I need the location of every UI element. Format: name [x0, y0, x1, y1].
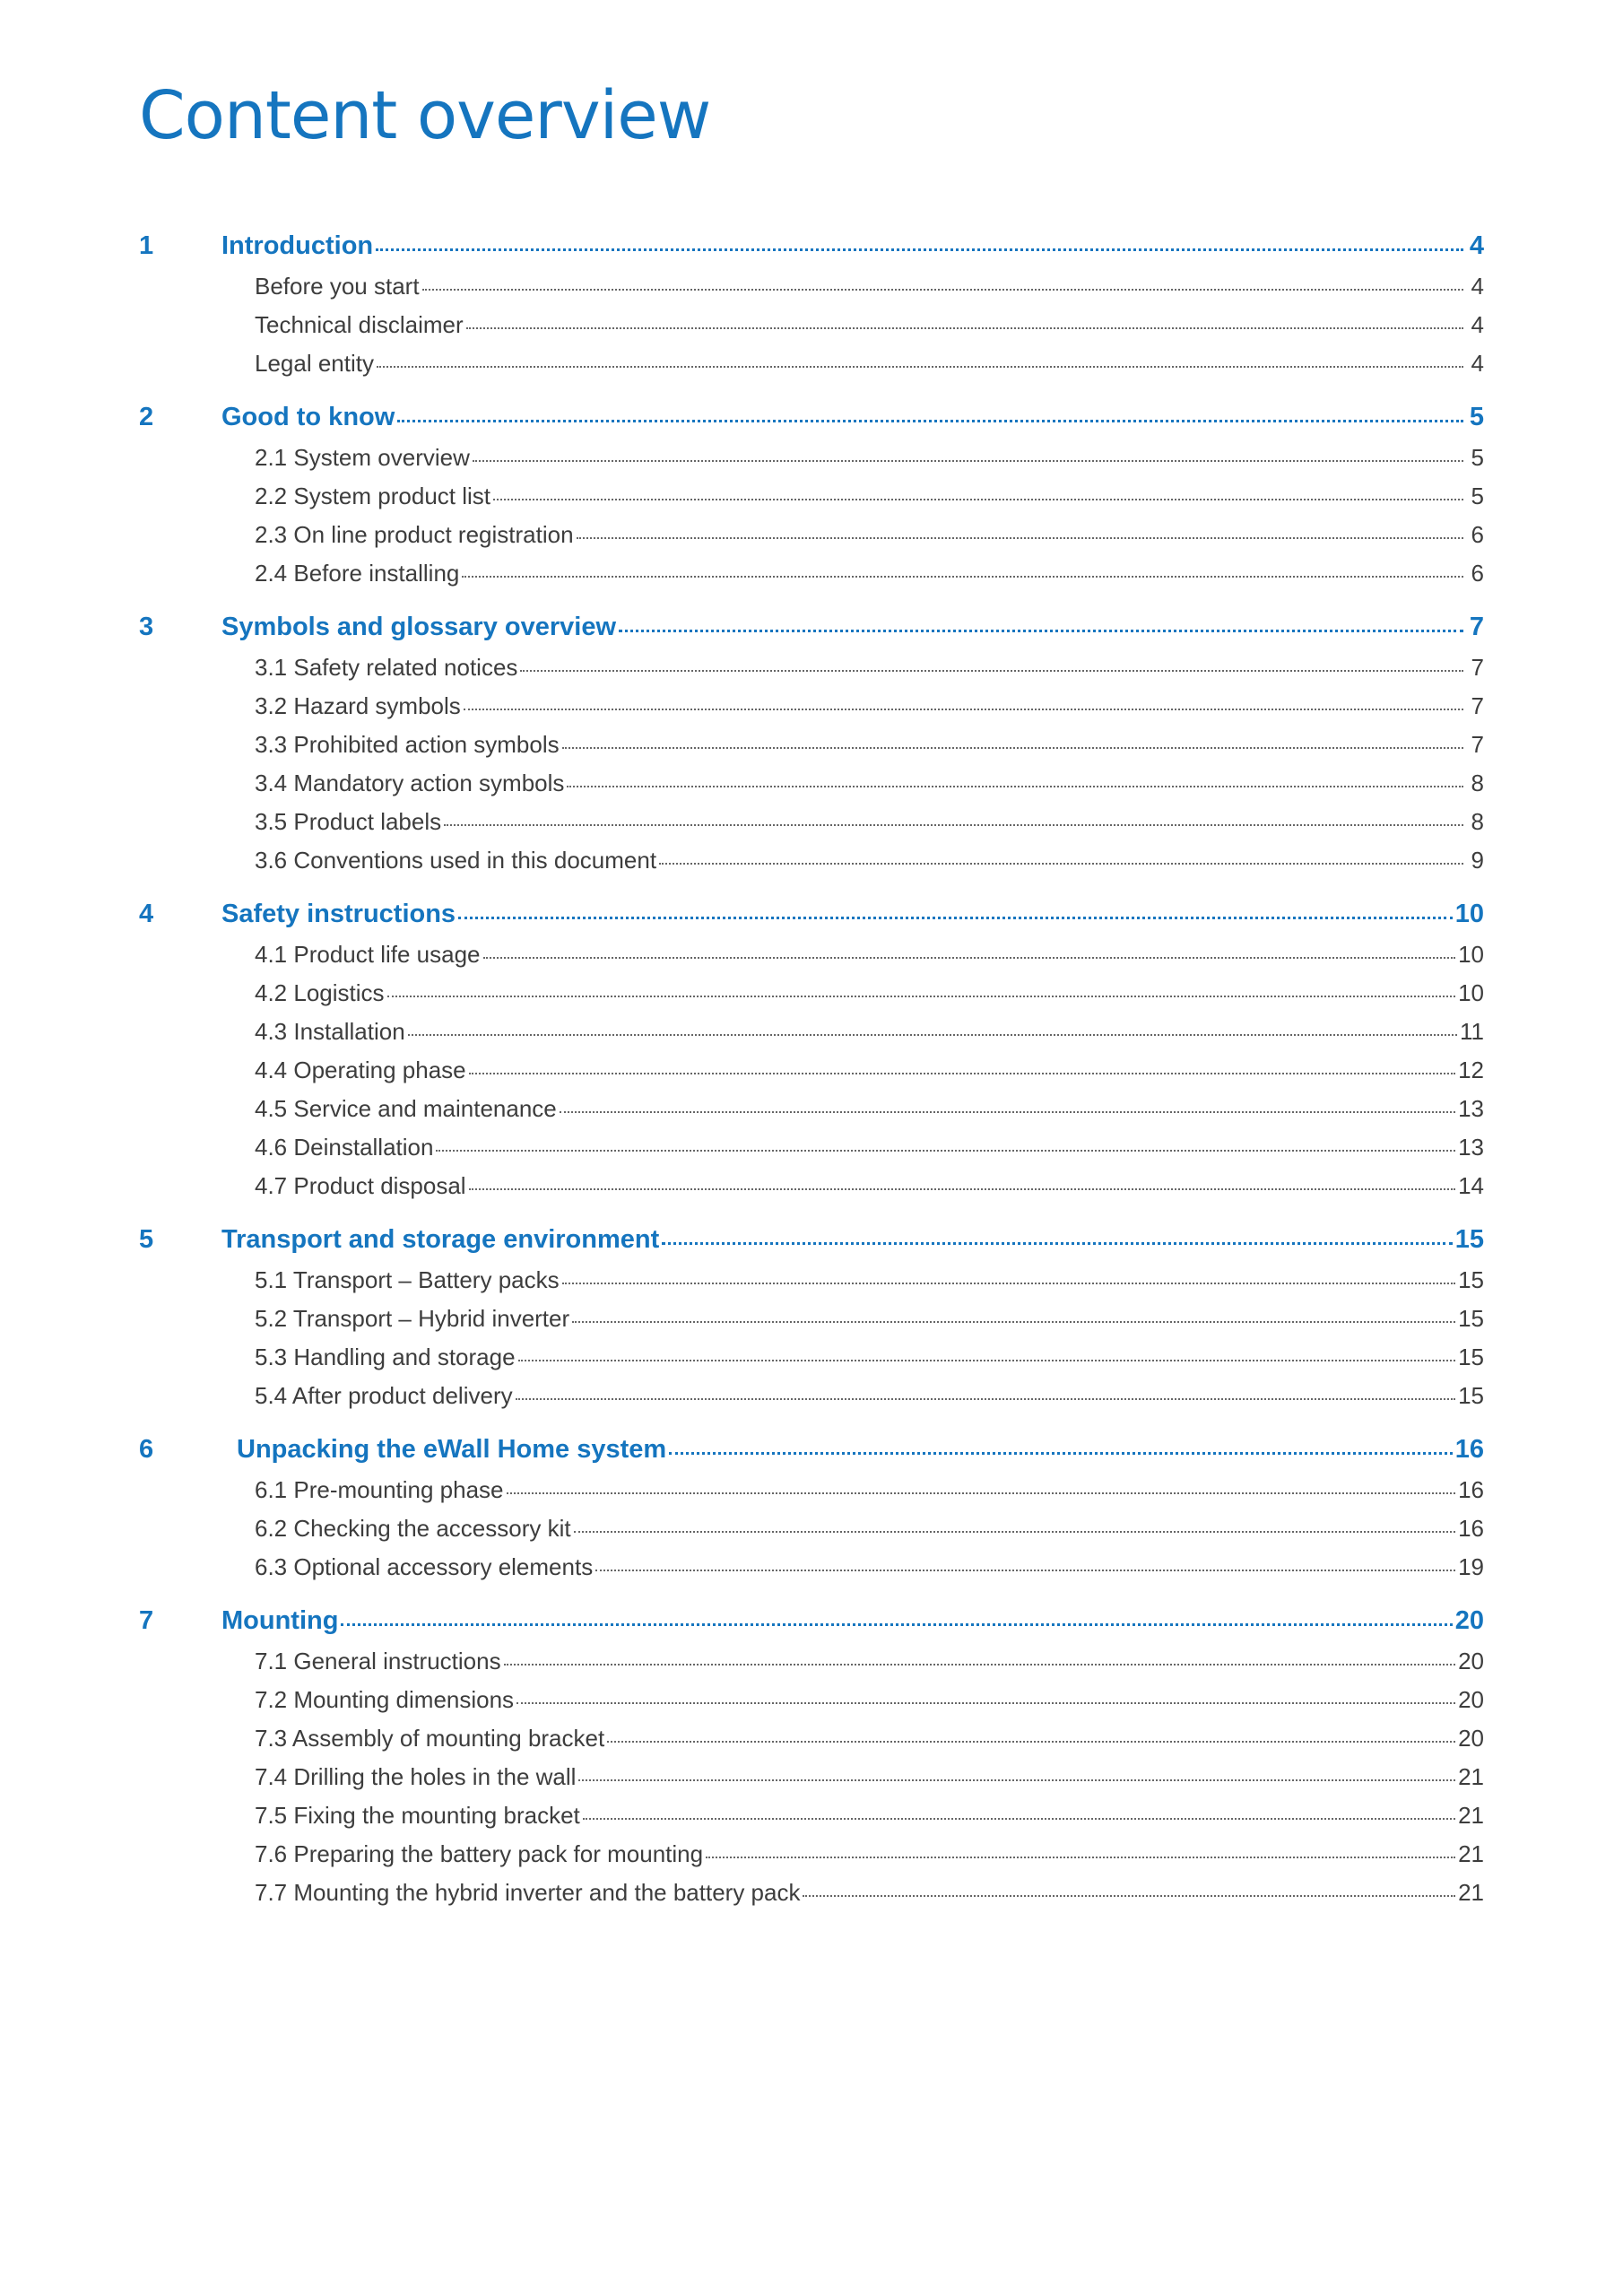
- dot-leader: [669, 1452, 1453, 1455]
- dot-leader: [572, 1321, 1455, 1323]
- section-page-number: 5: [1471, 483, 1484, 509]
- toc-section-link[interactable]: [139, 770, 1484, 808]
- section-page-number: 4: [1471, 350, 1484, 377]
- dot-leader: [408, 1034, 1457, 1036]
- chapter-number: 7: [139, 1606, 154, 1635]
- section-title: 4.7 Product disposal: [255, 1172, 466, 1199]
- section-title: 3.4 Mandatory action symbols: [255, 770, 565, 796]
- dot-leader: [619, 630, 1463, 632]
- toc-chapter-1: [139, 231, 1484, 388]
- dot-leader: [422, 289, 1463, 291]
- section-page-number: 21: [1458, 1802, 1484, 1829]
- dot-leader: [583, 1818, 1455, 1820]
- section-page-number: 21: [1458, 1879, 1484, 1906]
- chapter-number: 5: [139, 1225, 154, 1254]
- toc-section-link[interactable]: [139, 1305, 1484, 1344]
- toc-section-link[interactable]: [139, 1476, 1484, 1515]
- toc-section-link[interactable]: [139, 847, 1484, 885]
- section-title: 4.6 Deinstallation: [255, 1134, 434, 1161]
- section-title: 5.2 Transport – Hybrid inverter: [255, 1305, 570, 1332]
- dot-leader: [376, 248, 1463, 251]
- dot-leader: [504, 1664, 1455, 1665]
- chapter-page-number: 16: [1454, 1435, 1484, 1464]
- toc-section-link[interactable]: [139, 941, 1484, 979]
- section-page-number: 15: [1458, 1266, 1484, 1293]
- section-page-number: 15: [1458, 1344, 1484, 1370]
- dot-leader: [659, 863, 1463, 865]
- section-title: 3.3 Prohibited action symbols: [255, 731, 560, 758]
- section-page-number: 7: [1471, 654, 1484, 681]
- toc-section-link[interactable]: [139, 1648, 1484, 1686]
- section-page-number: 7: [1471, 692, 1484, 719]
- section-title: 2.2 System product list: [255, 483, 490, 509]
- chapter-number: 4: [139, 900, 154, 928]
- chapter-title: Symbols and glossary overview: [221, 613, 617, 641]
- dot-leader: [560, 1111, 1455, 1113]
- dot-leader: [341, 1623, 1452, 1626]
- section-page-number: 13: [1458, 1134, 1484, 1161]
- dot-leader: [567, 786, 1463, 787]
- dot-leader: [516, 1702, 1455, 1704]
- toc-section-link[interactable]: [139, 1725, 1484, 1763]
- section-title: 7.2 Mounting dimensions: [255, 1686, 515, 1713]
- section-title: 6.3 Optional accessory elements: [255, 1553, 594, 1580]
- chapter-title: Good to know: [221, 403, 395, 431]
- toc-section-link[interactable]: [139, 979, 1484, 1018]
- section-page-number: 9: [1471, 847, 1484, 874]
- dot-leader: [377, 366, 1463, 368]
- section-page-number: 11: [1460, 1018, 1484, 1045]
- section-page-number: 6: [1471, 560, 1484, 587]
- section-title: 7.3 Assembly of mounting bracket: [255, 1725, 605, 1752]
- dot-leader: [803, 1895, 1455, 1897]
- dot-leader: [662, 1242, 1452, 1245]
- dot-leader: [469, 1188, 1455, 1190]
- toc-chapter-link[interactable]: [139, 403, 1484, 444]
- toc-chapter-3: [139, 613, 1484, 885]
- dot-leader: [397, 420, 1463, 422]
- dot-leader: [562, 747, 1463, 749]
- toc-section-link[interactable]: [139, 692, 1484, 731]
- dot-leader: [493, 499, 1463, 500]
- toc-section-link[interactable]: [139, 1134, 1484, 1172]
- chapter-number: 6: [139, 1435, 154, 1464]
- section-page-number: 6: [1471, 521, 1484, 548]
- section-title: 3.1 Safety related notices: [255, 654, 518, 681]
- toc-section-link[interactable]: [139, 350, 1484, 388]
- chapter-title: Mounting: [221, 1606, 339, 1635]
- chapter-page-number: 5: [1469, 403, 1484, 431]
- section-title: 2.4 Before installing: [255, 560, 460, 587]
- toc-section-link[interactable]: [139, 1172, 1484, 1211]
- section-page-number: 15: [1458, 1382, 1484, 1409]
- dot-leader: [436, 1150, 1455, 1152]
- section-page-number: 14: [1458, 1172, 1484, 1199]
- chapter-page-number: 4: [1469, 231, 1484, 260]
- dot-leader: [469, 1073, 1455, 1074]
- page-title: Content overview: [139, 77, 711, 154]
- dot-leader: [595, 1570, 1455, 1571]
- chapter-number: 3: [139, 613, 154, 641]
- section-title: 4.1 Product life usage: [255, 941, 481, 968]
- section-title: 3.5 Product labels: [255, 808, 442, 835]
- table-of-contents: [139, 231, 1484, 1932]
- section-title: 7.5 Fixing the mounting bracket: [255, 1802, 580, 1829]
- section-page-number: 8: [1471, 808, 1484, 835]
- toc-chapter-link[interactable]: [139, 900, 1484, 941]
- section-page-number: 12: [1458, 1057, 1484, 1083]
- section-page-number: 21: [1458, 1763, 1484, 1790]
- toc-chapter-6: [139, 1435, 1484, 1592]
- chapter-page-number: 20: [1454, 1606, 1484, 1635]
- dot-leader: [444, 824, 1463, 826]
- section-title: 7.4 Drilling the holes in the wall: [255, 1763, 577, 1790]
- section-title: 5.1 Transport – Battery packs: [255, 1266, 560, 1293]
- toc-chapter-2: [139, 403, 1484, 598]
- toc-section-link[interactable]: [139, 1840, 1484, 1879]
- chapter-number: 2: [139, 403, 154, 431]
- section-title: Legal entity: [255, 350, 374, 377]
- chapter-page-number: 15: [1454, 1225, 1484, 1254]
- section-title: 4.2 Logistics: [255, 979, 385, 1006]
- toc-chapter-link[interactable]: [139, 1606, 1484, 1648]
- section-page-number: 4: [1471, 311, 1484, 338]
- toc-section-link[interactable]: [139, 1095, 1484, 1134]
- chapter-number: 1: [139, 231, 154, 260]
- section-title: 2.3 On line product registration: [255, 521, 574, 548]
- section-page-number: 7: [1471, 731, 1484, 758]
- section-page-number: 20: [1458, 1686, 1484, 1713]
- toc-chapter-link[interactable]: [139, 1435, 1484, 1476]
- section-title: 2.1 System overview: [255, 444, 470, 471]
- dot-leader: [458, 917, 1453, 919]
- section-page-number: 15: [1458, 1305, 1484, 1332]
- toc-section-link[interactable]: [139, 1266, 1484, 1305]
- section-title: 4.4 Operating phase: [255, 1057, 466, 1083]
- chapter-title: Unpacking the eWall Home system: [237, 1435, 667, 1464]
- section-title: 5.3 Handling and storage: [255, 1344, 516, 1370]
- toc-section-link[interactable]: [139, 654, 1484, 692]
- dot-leader: [578, 1779, 1455, 1781]
- section-page-number: 19: [1458, 1553, 1484, 1580]
- section-title: 6.2 Checking the accessory kit: [255, 1515, 571, 1542]
- toc-section-link[interactable]: [139, 1802, 1484, 1840]
- dot-leader: [462, 576, 1463, 578]
- dot-leader: [507, 1492, 1456, 1494]
- toc-section-link[interactable]: [139, 1879, 1484, 1918]
- dot-leader: [607, 1741, 1455, 1743]
- toc-section-link[interactable]: [139, 1515, 1484, 1553]
- toc-section-link[interactable]: [139, 311, 1484, 350]
- toc-section-link[interactable]: [139, 1344, 1484, 1382]
- section-page-number: 16: [1458, 1515, 1484, 1542]
- section-page-number: 8: [1471, 770, 1484, 796]
- section-page-number: 10: [1458, 979, 1484, 1006]
- toc-section-link[interactable]: [139, 1763, 1484, 1802]
- toc-section-link[interactable]: [139, 1553, 1484, 1592]
- dot-leader: [574, 1531, 1455, 1533]
- toc-section-link[interactable]: [139, 1057, 1484, 1095]
- chapter-title: Transport and storage environment: [221, 1225, 660, 1254]
- toc-section-link[interactable]: [139, 273, 1484, 311]
- toc-chapter-4: [139, 900, 1484, 1211]
- section-page-number: 13: [1458, 1095, 1484, 1122]
- section-page-number: 20: [1458, 1725, 1484, 1752]
- dot-leader: [516, 1398, 1455, 1400]
- section-title: 7.7 Mounting the hybrid inverter and the battery pack: [255, 1879, 801, 1906]
- section-title: Before you start: [255, 273, 420, 300]
- dot-leader: [387, 996, 1456, 997]
- dot-leader: [473, 460, 1463, 462]
- toc-chapter-5: [139, 1225, 1484, 1421]
- toc-section-link[interactable]: [139, 808, 1484, 847]
- dot-leader: [464, 709, 1463, 710]
- section-title: 6.1 Pre-mounting phase: [255, 1476, 504, 1503]
- section-title: Technical disclaimer: [255, 311, 464, 338]
- section-page-number: 16: [1458, 1476, 1484, 1503]
- dot-leader: [706, 1857, 1455, 1858]
- chapter-page-number: 7: [1469, 613, 1484, 641]
- dot-leader: [577, 537, 1463, 539]
- section-page-number: 21: [1458, 1840, 1484, 1867]
- section-title: 4.5 Service and maintenance: [255, 1095, 557, 1122]
- dot-leader: [483, 957, 1456, 959]
- toc-chapter-link[interactable]: [139, 613, 1484, 654]
- section-page-number: 10: [1458, 941, 1484, 968]
- toc-section-link[interactable]: [139, 1686, 1484, 1725]
- section-title: 3.2 Hazard symbols: [255, 692, 461, 719]
- dot-leader: [562, 1283, 1455, 1284]
- toc-section-link[interactable]: [139, 560, 1484, 598]
- chapter-title: Safety instructions: [221, 900, 456, 928]
- dot-leader: [518, 1360, 1456, 1361]
- toc-section-link[interactable]: [139, 521, 1484, 560]
- toc-section-link[interactable]: [139, 483, 1484, 521]
- toc-section-link[interactable]: [139, 444, 1484, 483]
- toc-chapter-7: [139, 1606, 1484, 1918]
- chapter-page-number: 10: [1454, 900, 1484, 928]
- section-title: 7.1 General instructions: [255, 1648, 501, 1674]
- toc-chapter-link[interactable]: [139, 231, 1484, 273]
- section-page-number: 5: [1471, 444, 1484, 471]
- section-title: 5.4 After product delivery: [255, 1382, 513, 1409]
- dot-leader: [466, 327, 1463, 329]
- toc-section-link[interactable]: [139, 1382, 1484, 1421]
- section-page-number: 4: [1471, 273, 1484, 300]
- section-page-number: 20: [1458, 1648, 1484, 1674]
- section-title: 3.6 Conventions used in this document: [255, 847, 657, 874]
- toc-chapter-link[interactable]: [139, 1225, 1484, 1266]
- section-title: 7.6 Preparing the battery pack for mounting: [255, 1840, 704, 1867]
- chapter-title: Introduction: [221, 231, 374, 260]
- dot-leader: [520, 670, 1463, 672]
- toc-section-link[interactable]: [139, 731, 1484, 770]
- section-title: 4.3 Installation: [255, 1018, 405, 1045]
- toc-section-link[interactable]: [139, 1018, 1484, 1057]
